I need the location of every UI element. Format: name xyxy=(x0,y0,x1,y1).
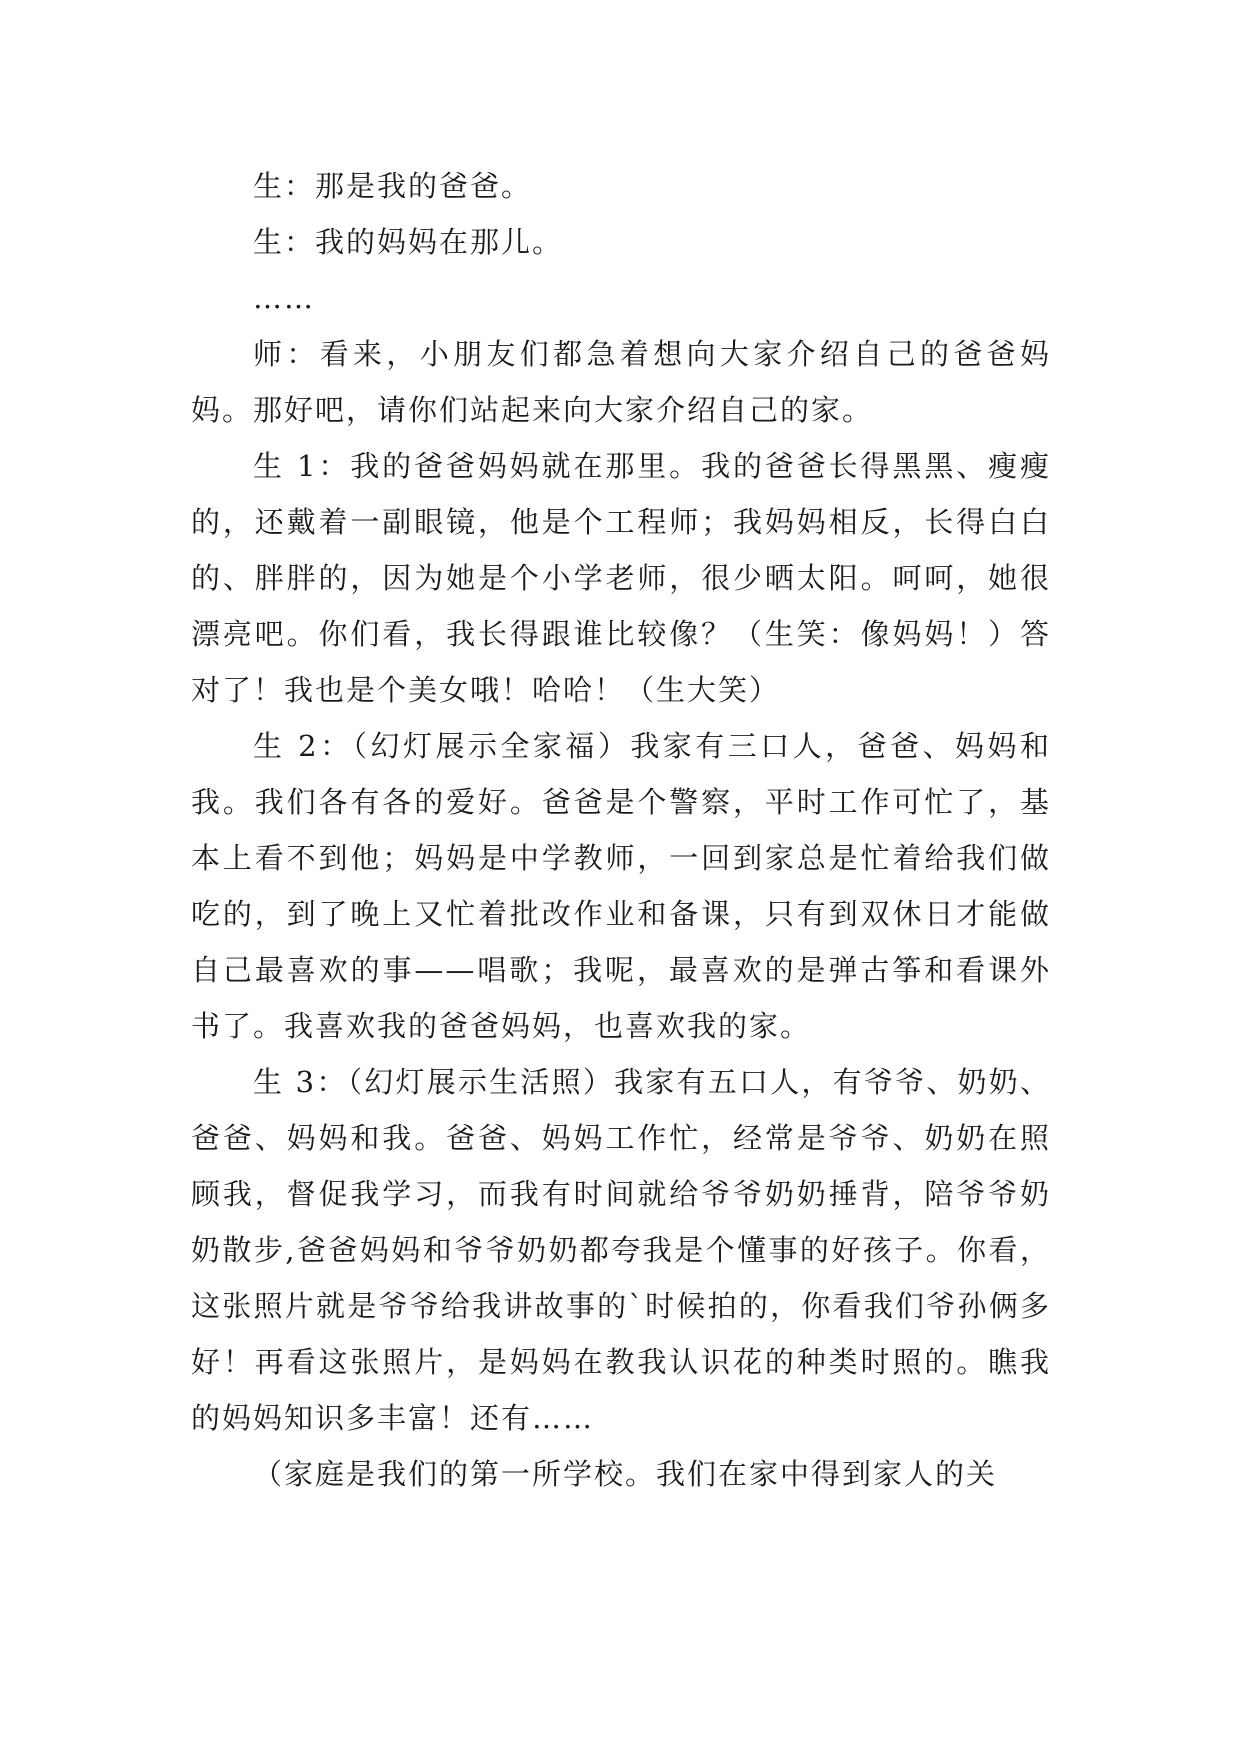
document-body xyxy=(191,158,1051,1502)
paragraph: 生：那是我的爸爸。 xyxy=(253,169,533,203)
paragraph: 生 1：我的爸爸妈妈就在那里。我的爸爸长得黑黑、瘦瘦的，还戴着一副眼镜，他是个工程师；我妈妈相反，长得白白的、胖胖的，因为她是个小学老师，很少晒太阳。呵呵，她很漂亮吧。你们看，我长得跟谁比较像？（生笑：像妈妈！）答对了！我也是个美女哦！哈哈！（生大笑） xyxy=(191,449,1051,707)
paragraph: （家庭是我们的第一所学校。我们在家中得到家人的关 xyxy=(253,1457,998,1491)
paragraph: 生 3：（幻灯展示生活照）我家有五口人，有爷爷、奶奶、爸爸、妈妈和我。爸爸、妈妈工作忙，经常是爷爷、奶奶在照顾我，督促我学习，而我有时间就给爷爷奶奶捶背，陪爷爷奶奶散步,爸爸妈妈和爷爷奶奶都夸我是个懂事的好孩子。你看，这张照片就是爷爷给我讲故事的`时候拍的，你看我们爷孙俩多好！再看这张照片，是妈妈在教我认识花的种类时照的。瞧我的妈妈知识多丰富！还有…… xyxy=(191,1065,1051,1435)
paragraph: 生：我的妈妈在那儿。 xyxy=(253,225,564,259)
paragraph: …… xyxy=(253,281,315,315)
paragraph: 师：看来，小朋友们都急着想向大家介绍自己的爸爸妈妈。那好吧，请你们站起来向大家介绍自己的家。 xyxy=(191,337,1051,427)
paragraph: 生 2：（幻灯展示全家福）我家有三口人，爸爸、妈妈和我。我们各有各的爱好。爸爸是个警察，平时工作可忙了，基本上看不到他；妈妈是中学教师，一回到家总是忙着给我们做吃的，到了晚上又忙着批改作业和备课，只有到双休日才能做自己最喜欢的事——唱歌；我呢，最喜欢的是弹古筝和看课外书了。我喜欢我的爸爸妈妈，也喜欢我的家。 xyxy=(191,729,1051,1043)
